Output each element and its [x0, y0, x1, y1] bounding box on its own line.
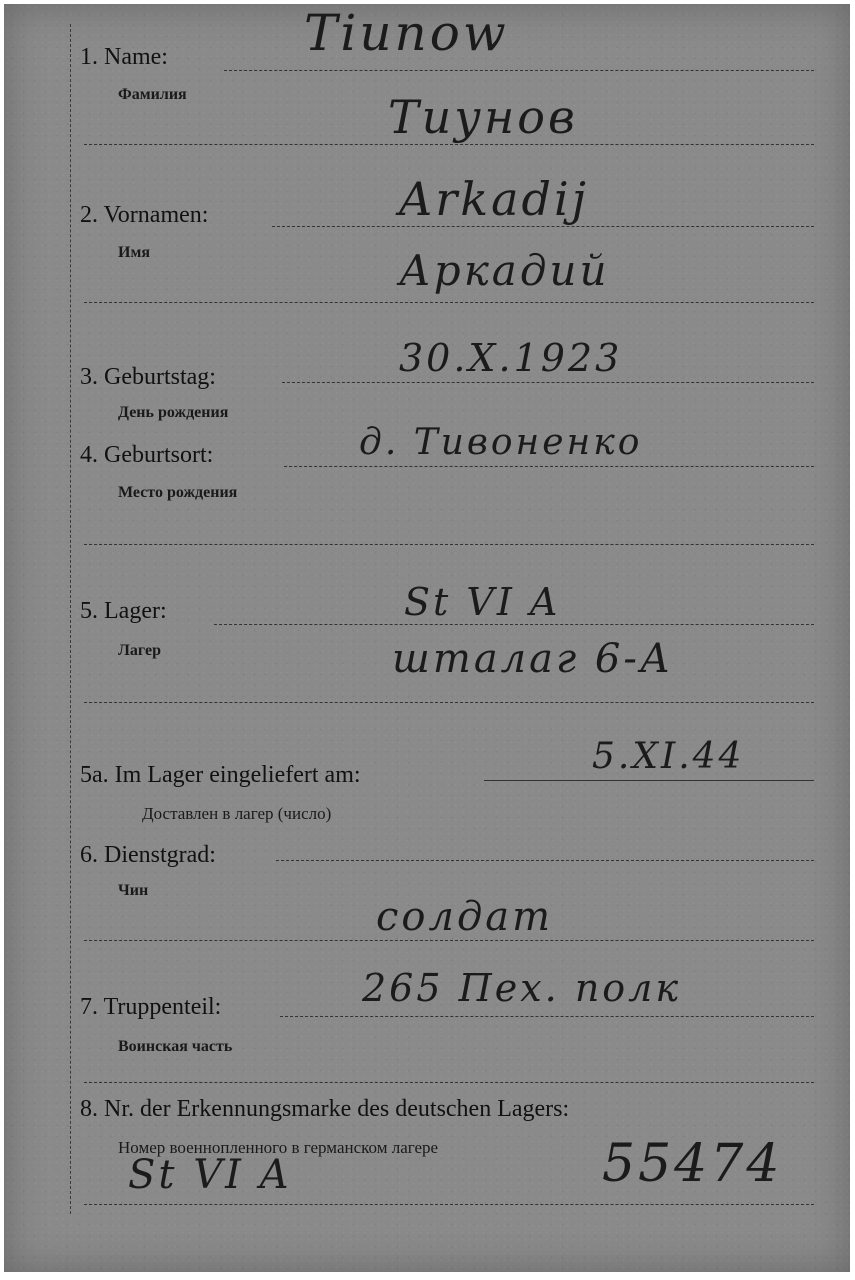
arrival-value: 5.XI.44: [592, 736, 745, 777]
camp-value-full: шталаг 6-А: [392, 636, 674, 682]
tag-number-label: 8. Nr. der Erkennungsmarke des deutschen Lagers:: [80, 1096, 570, 1122]
first-name-value-latin: Arkadij: [399, 172, 589, 226]
birthplace-value: д. Тивоненко: [359, 422, 643, 463]
birthplace-line-2: [84, 544, 814, 545]
rank-line-2: [84, 940, 814, 941]
name-line-2: [84, 144, 814, 145]
name-value-latin: Tiunow: [304, 4, 509, 62]
unit-value: 265 Пех. полк: [362, 966, 682, 1010]
unit-line-1: [280, 1016, 814, 1017]
rank-label-ru: Чин: [118, 882, 149, 899]
birthdate-label: 3. Geburtstag:: [80, 364, 216, 390]
name-line-1: [224, 70, 814, 71]
name-label-ru: Фамилия: [118, 86, 187, 103]
rank-value: солдат: [376, 894, 554, 940]
first-name-value-cyr: Аркадий: [399, 246, 610, 295]
unit-line-2: [84, 1082, 814, 1083]
unit-label: 7. Truppenteil:: [80, 994, 222, 1020]
rank-label: 6. Dienstgrad:: [80, 842, 216, 868]
tag-number-line: [84, 1204, 814, 1205]
registration-card: [4, 4, 850, 1272]
arrival-label: 5a. Im Lager eingeliefert am:: [80, 762, 361, 788]
arrival-line: [484, 780, 814, 781]
birthplace-label: 4. Geburtsort:: [80, 442, 214, 468]
birthplace-label-ru: Место рождения: [118, 484, 238, 501]
birthplace-line-1: [284, 466, 814, 467]
birthdate-value: 30.X.1923: [399, 336, 623, 380]
camp-value-short: St VI A: [404, 580, 561, 624]
tag-camp-value: St VI A: [128, 1152, 292, 1198]
unit-label-ru: Воинская часть: [118, 1038, 233, 1055]
first-name-line-1: [272, 226, 814, 227]
margin-line: [70, 24, 71, 1214]
first-name-label: 2. Vornamen:: [80, 202, 209, 228]
name-label: 1. Name:: [80, 44, 168, 70]
tag-number-value: 55474: [602, 1134, 783, 1194]
first-name-label-ru: Имя: [118, 244, 150, 261]
camp-label-ru: Лагер: [118, 642, 161, 659]
tag-number-label-ru: Номер военнопленного в германском лагере: [118, 1138, 439, 1157]
arrival-label-ru: Доставлен в лагер (число): [142, 804, 332, 823]
birthdate-label-ru: День рождения: [118, 404, 229, 421]
first-name-line-2: [84, 302, 814, 303]
birthdate-line: [282, 382, 814, 383]
name-value-cyr: Тиунов: [388, 90, 578, 144]
camp-line-2: [84, 702, 814, 703]
rank-line-1: [276, 860, 814, 861]
camp-line-1: [214, 624, 814, 625]
camp-label: 5. Lager:: [80, 598, 167, 624]
